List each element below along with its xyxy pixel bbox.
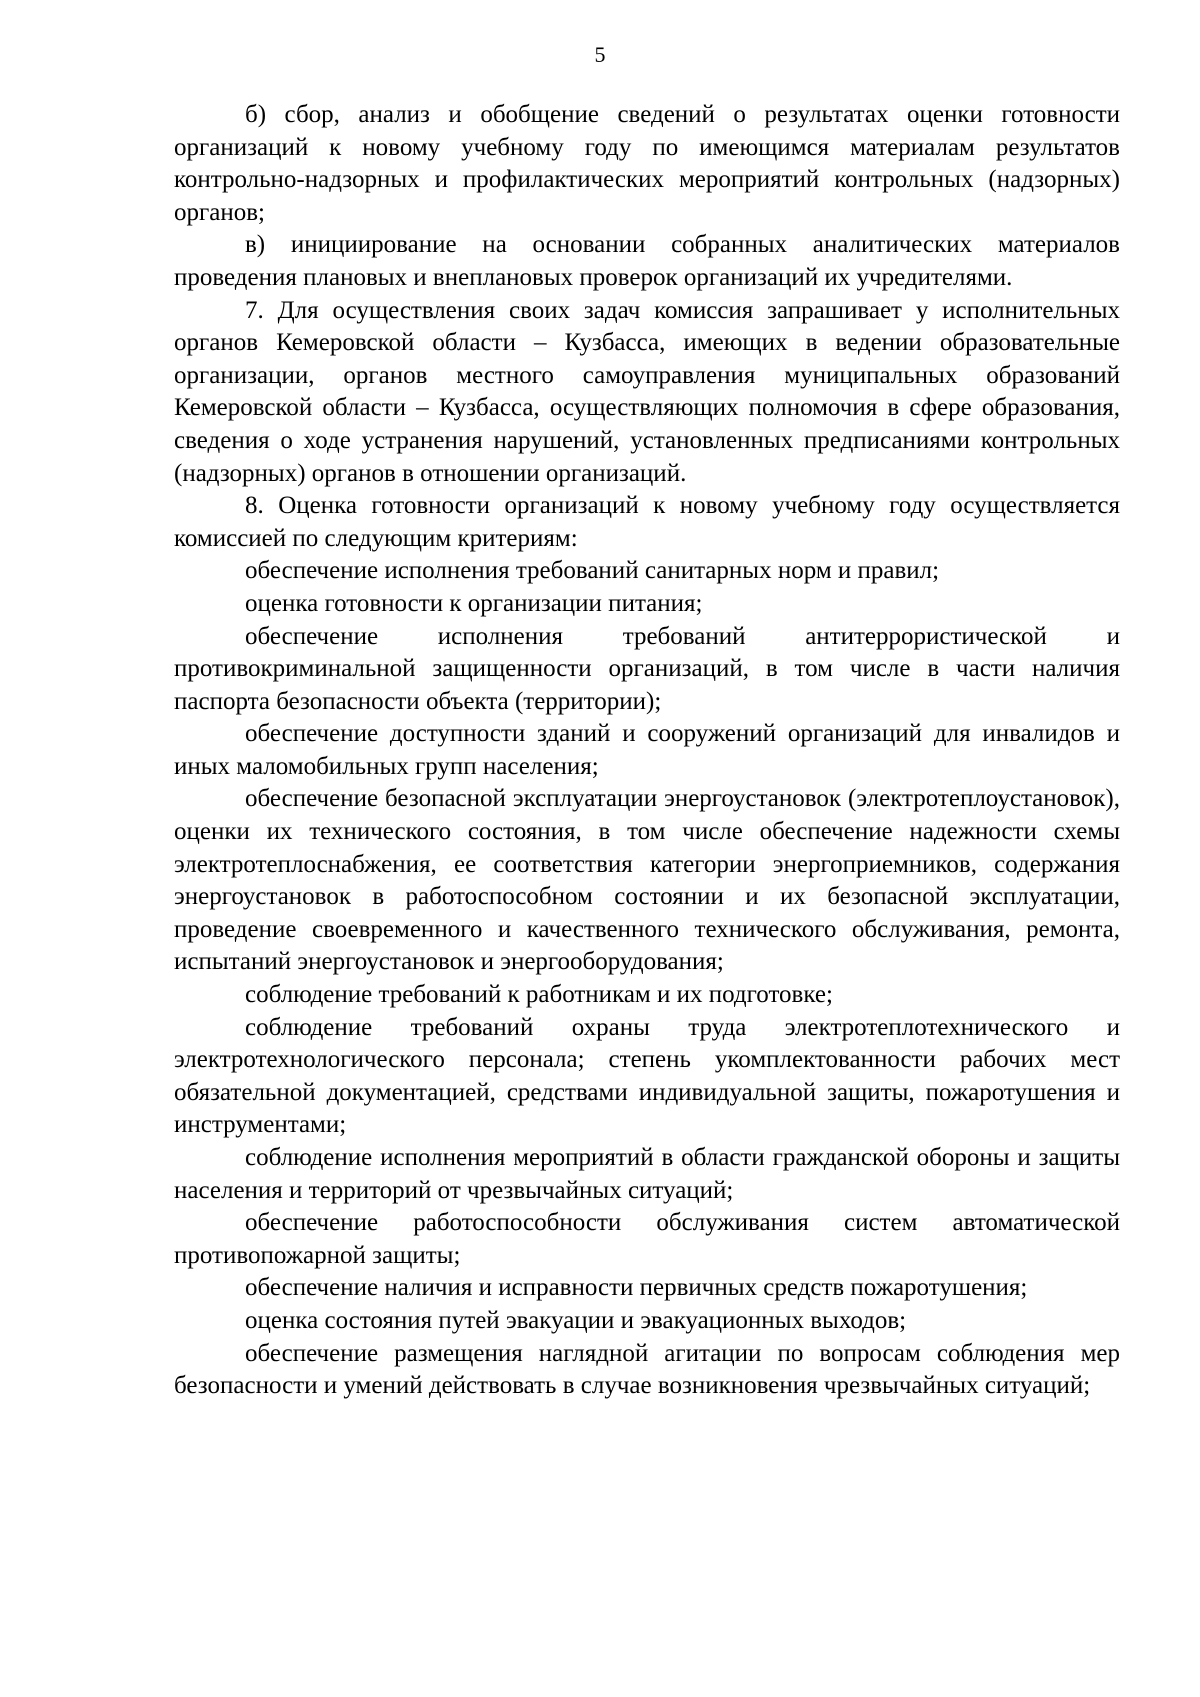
criterion-sanitary-norms: обеспечение исполнения требований санитарных норм и правил; — [245, 557, 940, 585]
page-number: 5 — [594, 42, 606, 67]
criterion-energy-installations: обеспечение безопасной эксплуатации энергоустановок (электротеплоустановок), оценки их технического состояния, в том числе обеспечение надежности схемы электротеплоснабжения, ее соответствия категории энергоприемников, содержания энергоустановок в работоспособном состоянии и их безопасной эксплуатации, проведение своевременного и качественного технического обслуживания, ремонта, испытаний энергоустановок и энергооборудования; — [174, 785, 1120, 976]
criterion-staff-requirements: соблюдение требований к работникам и их подготовке; — [245, 981, 833, 1009]
paragraph-b-collection-analysis: б) сбор, анализ и обобщение сведений о результатах оценки готовности организаций к новому учебному году по имеющимся материалам результатов контрольно-надзорных и профилактических мероприятий контрольных (надзорных) органов; — [174, 101, 1120, 226]
criterion-fire-protection-systems: обеспечение работоспособности обслуживания систем автоматической противопожарной защиты; — [174, 1209, 1120, 1269]
paragraph-v-initiating-inspections: в) инициирование на основании собранных аналитических материалов проведения плановых и внеплановых проверок организаций их учредителями. — [174, 231, 1120, 291]
criterion-evacuation-routes: оценка состояния путей эвакуации и эвакуационных выходов; — [245, 1306, 907, 1334]
document-body — [174, 99, 1120, 1403]
criterion-civil-defense: соблюдение исполнения мероприятий в области гражданской обороны и защиты населения и территорий от чрезвычайных ситуаций; — [174, 1144, 1120, 1204]
criterion-food-service: оценка готовности к организации питания; — [245, 589, 703, 617]
paragraph-7-commission-requests: 7. Для осуществления своих задач комиссия запрашивает у исполнительных органов Кемеровской области – Кузбасса, имеющих в ведении образовательные организации, органов местного самоуправления муниципальных образований Кемеровской области – Кузбасса, осуществляющих полномочия в сфере образования, сведения о ходе устранения нарушений, установленных предписаниями контрольных (надзорных) органов в отношении организаций. — [174, 296, 1120, 487]
criterion-accessibility: обеспечение доступности зданий и сооружений организаций для инвалидов и иных маломобильных групп населения; — [174, 720, 1120, 780]
paragraph-8-readiness-criteria: 8. Оценка готовности организаций к новому учебному году осуществляется комиссией по следующим критериям: — [174, 492, 1120, 552]
criterion-antiterrorist-protection: обеспечение исполнения требований антитеррористической и противокриминальной защищенности организаций, в том числе в части наличия паспорта безопасности объекта (территории); — [174, 622, 1120, 715]
criterion-labor-protection: соблюдение требований охраны труда электротеплотехнического и электротехнологического персонала; степень укомплектованности рабочих мест обязательной документацией, средствами индивидуальной защиты, пожаротушения и инструментами; — [174, 1013, 1120, 1139]
criterion-safety-visual-aids: обеспечение размещения наглядной агитации по вопросам соблюдения мер безопасности и умений действовать в случае возникновения чрезвычайных ситуаций; — [174, 1339, 1120, 1400]
criterion-fire-extinguishing-means: обеспечение наличия и исправности первичных средств пожаротушения; — [245, 1274, 1028, 1302]
